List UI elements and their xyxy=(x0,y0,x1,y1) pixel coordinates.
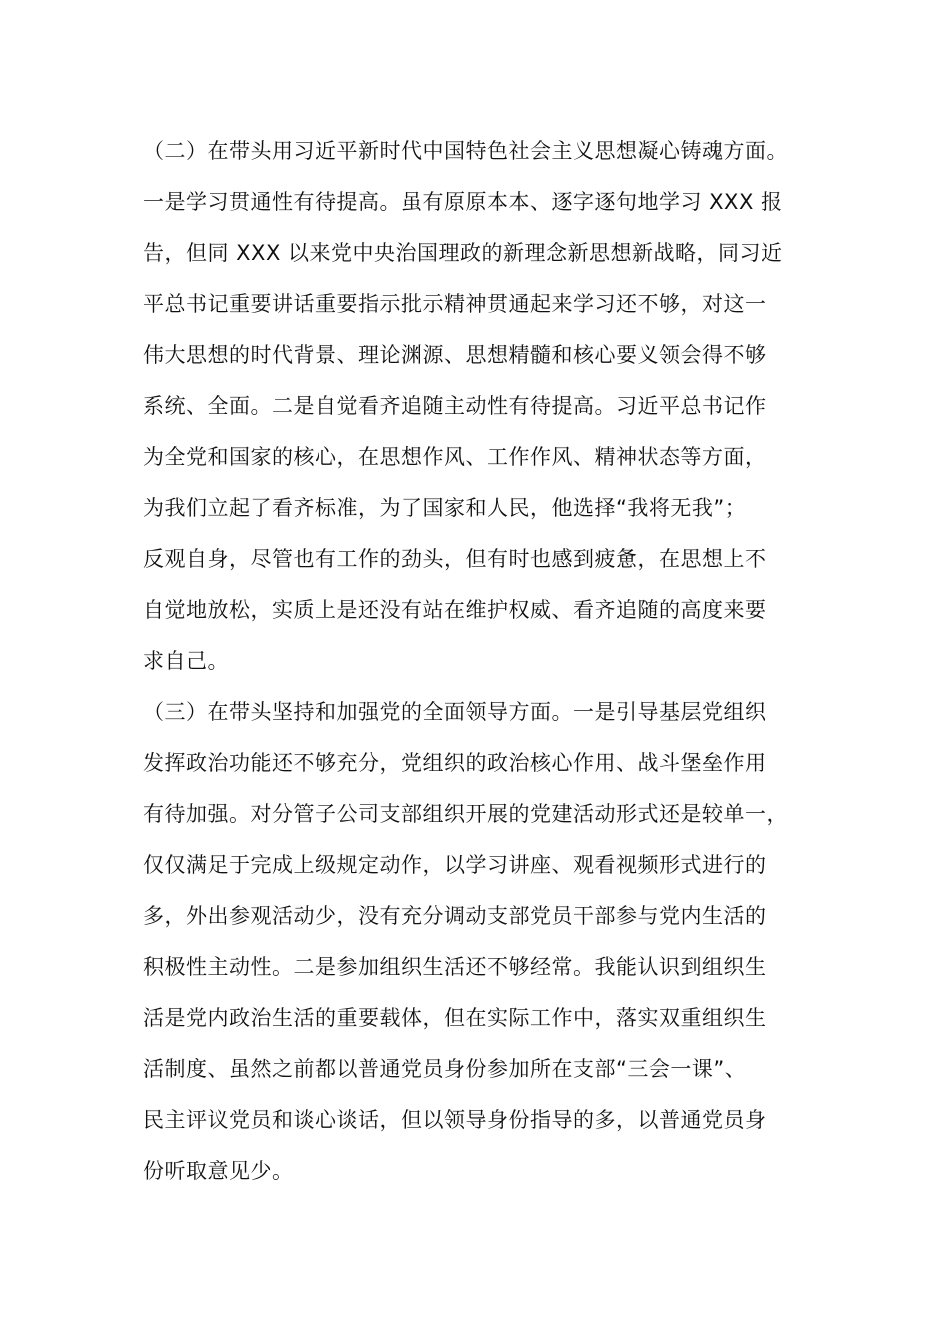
text-line: 发挥政治功能还不够充分，党组织的政治核心作用、战斗堡垒作用 xyxy=(143,751,767,775)
text-line: 求自己。 xyxy=(143,649,229,673)
text-line: 为我们立起了看齐标准，为了国家和人民，他选择“我将无我”； xyxy=(143,496,747,520)
text-line: 告，但同 XXX 以来党中央治国理政的新理念新思想新战略，同习近 xyxy=(143,241,783,265)
body-text xyxy=(143,126,843,1197)
text-line: 仅仅满足于完成上级规定动作，以学习讲座、观看视频形式进行的 xyxy=(143,853,767,877)
text-line: 平总书记重要讲话重要指示批示精神贯通起来学习还不够，对这一 xyxy=(143,292,767,316)
text-line: 有待加强。对分管子公司支部组织开展的党建活动形式还是较单一， xyxy=(143,802,788,826)
text-line: 一是学习贯通性有待提高。虽有原原本本、逐字逐句地学习 XXX 报 xyxy=(143,190,783,214)
text-line: （二）在带头用习近平新时代中国特色社会主义思想凝心铸魂方面。 xyxy=(143,139,788,163)
text-line: 伟大思想的时代背景、理论渊源、思想精髓和核心要义领会得不够 xyxy=(143,343,767,367)
text-line: 民主评议党员和谈心谈话，但以领导身份指导的多，以普通党员身 xyxy=(143,1108,767,1132)
text-line: （三）在带头坚持和加强党的全面领导方面。一是引导基层党组织 xyxy=(143,700,767,724)
text-line: 反观自身，尽管也有工作的劲头，但有时也感到疲惫，在思想上不 xyxy=(143,547,767,571)
text-line: 积极性主动性。二是参加组织生活还不够经常。我能认识到组织生 xyxy=(143,955,767,979)
text-line: 自觉地放松，实质上是还没有站在维护权威、看齐追随的高度来要 xyxy=(143,598,767,622)
text-line: 活是党内政治生活的重要载体，但在实际工作中，落实双重组织生 xyxy=(143,1006,767,1030)
text-line: 为全党和国家的核心，在思想作风、工作作风、精神状态等方面， xyxy=(143,445,767,469)
text-line: 多，外出参观活动少，没有充分调动支部党员干部参与党内生活的 xyxy=(143,904,767,928)
text-line: 份听取意见少。 xyxy=(143,1159,294,1183)
text-line: 活制度、虽然之前都以普通党员身份参加所在支部“三会一课”、 xyxy=(143,1057,747,1081)
text-line: 系统、全面。二是自觉看齐追随主动性有待提高。习近平总书记作 xyxy=(143,394,767,418)
